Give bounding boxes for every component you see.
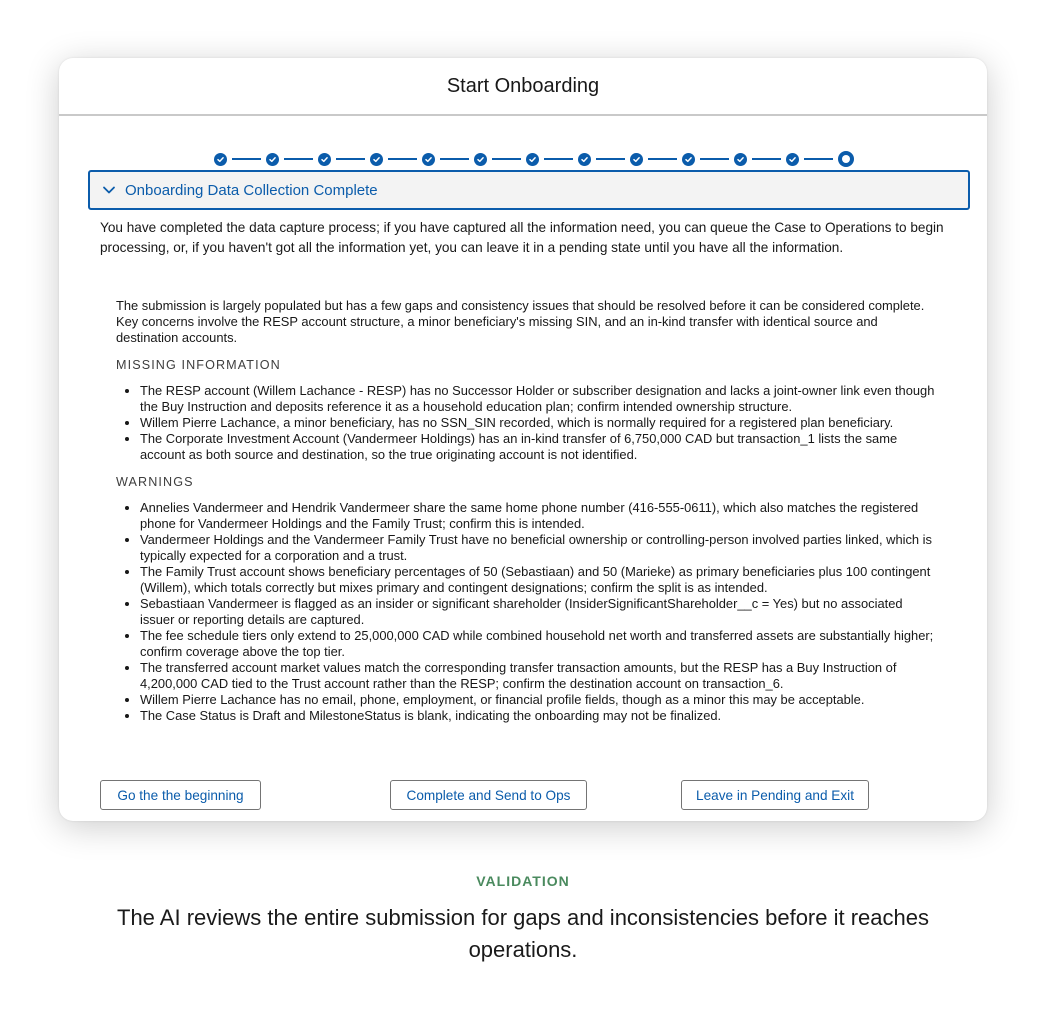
missing-info-list [116, 383, 936, 463]
list-item: • Willem Pierre Lachance, a minor beneficiary, has no SSN_SIN recorded, which is normally required for a registered plan beneficiary. [140, 415, 936, 431]
report-summary: The submission is largely populated but has a few gaps and consistency issues that should be resolved before it can be considered complete. Key concerns involve the RESP account structure, a minor beneficiary's missing SIN, and an in-kind transfer with identical source and destination accounts. [116, 298, 925, 345]
check-icon [736, 155, 745, 164]
list-item: • Annelies Vandermeer and Hendrik Vandermeer share the same home phone number (416-555-0611), which also matches the registered phone for Vandermeer Holdings and the Family Trust; confirm this is intended. [140, 500, 936, 532]
step-connector [544, 158, 573, 160]
step-completed[interactable] [734, 153, 747, 166]
check-icon [372, 155, 381, 164]
step-completed[interactable] [786, 153, 799, 166]
progress-stepper [214, 150, 854, 168]
check-icon [216, 155, 225, 164]
check-icon [580, 155, 589, 164]
intro-text: You have completed the data capture process; if you have captured all the information need, you can queue the Case to Operations to begin processing, or, if you haven't got all the information yet, you can leave it in a pending state until you have all the information. [100, 220, 944, 255]
step-completed[interactable] [474, 153, 487, 166]
check-icon [632, 155, 641, 164]
leave-pending-exit-button[interactable]: Leave in Pending and Exit [681, 780, 869, 810]
check-icon [424, 155, 433, 164]
check-icon [320, 155, 329, 164]
caption-tag: VALIDATION [476, 873, 570, 889]
step-completed[interactable] [526, 153, 539, 166]
step-completed[interactable] [266, 153, 279, 166]
step-completed[interactable] [214, 153, 227, 166]
list-item: • Sebastiaan Vandermeer is flagged as an insider or significant shareholder (InsiderSignificantShareholder__c = Yes) but no associated issuer or reporting details are captured. [140, 596, 936, 628]
step-completed[interactable] [682, 153, 695, 166]
list-item: • The transferred account market values match the corresponding transfer transaction amounts, but the RESP has a Buy Instruction of 4,200,000 CAD tied to the Trust account rather than the RESP; confirm the destination account on transaction_6. [140, 660, 936, 692]
step-connector [232, 158, 261, 160]
list-item: • Willem Pierre Lachance has no email, phone, employment, or financial profile fields, though as a minor this may be acceptable. [140, 692, 936, 708]
go-to-beginning-button[interactable]: Go the the beginning [100, 780, 261, 810]
current-step-marker [842, 155, 850, 163]
step-connector [804, 158, 833, 160]
list-item: • The RESP account (Willem Lachance - RESP) has no Successor Holder or subscriber designation and lacks a joint-owner link even though the Buy Instruction and deposits reference it as a household education plan; confirm intended ownership structure. [140, 383, 936, 415]
list-item: • Vandermeer Holdings and the Vandermeer Family Trust have no beneficial ownership or controlling-person involved parties linked, which is typically expected for a corporation and a trust. [140, 532, 936, 564]
dialog-title: Start Onboarding [446, 74, 600, 97]
step-completed[interactable] [578, 153, 591, 166]
list-item: • The Case Status is Draft and MilestoneStatus is blank, indicating the onboarding may not be finalized. [140, 708, 936, 724]
step-connector [648, 158, 677, 160]
missing-info-heading: MISSING INFORMATION [116, 358, 281, 372]
step-completed[interactable] [318, 153, 331, 166]
list-item: • The fee schedule tiers only extend to 25,000,000 CAD while combined household net worth and transferred assets are substantially higher; confirm coverage above the top tier. [140, 628, 936, 660]
step-completed[interactable] [422, 153, 435, 166]
step-connector [492, 158, 521, 160]
step-connector [752, 158, 781, 160]
step-connector [284, 158, 313, 160]
step-connector [596, 158, 625, 160]
step-completed[interactable] [630, 153, 643, 166]
list-item: • The Family Trust account shows beneficiary percentages of 50 (Sebastiaan) and 50 (Marieke) as primary beneficiaries plus 100 contingent (Willem), which totals correctly but mixes primary and contingent designations; confirm the split is as intended. [140, 564, 936, 596]
step-current[interactable] [838, 151, 854, 167]
check-icon [528, 155, 537, 164]
step-connector [440, 158, 469, 160]
complete-send-to-ops-button[interactable]: Complete and Send to Ops [390, 780, 587, 810]
section-title: Onboarding Data Collection Complete [125, 181, 378, 199]
check-icon [476, 155, 485, 164]
caption-text: The AI reviews the entire submission for gaps and inconsistencies before it reaches operations. [117, 905, 929, 962]
step-connector [700, 158, 729, 160]
step-connector [388, 158, 417, 160]
warnings-list [116, 500, 936, 724]
step-connector [336, 158, 365, 160]
dialog-header [59, 58, 987, 116]
check-icon [684, 155, 693, 164]
check-icon [788, 155, 797, 164]
step-completed[interactable] [370, 153, 383, 166]
chevron-down-icon [102, 183, 116, 197]
section-toggle[interactable] [88, 170, 970, 210]
validation-report [116, 298, 936, 724]
list-item: • The Corporate Investment Account (Vandermeer Holdings) has an in-kind transfer of 6,750,000 CAD but transaction_1 lists the same account as both source and destination, so the true originating account is not identified. [140, 431, 936, 463]
warnings-heading: WARNINGS [116, 475, 194, 489]
onboarding-dialog [59, 58, 987, 821]
check-icon [268, 155, 277, 164]
